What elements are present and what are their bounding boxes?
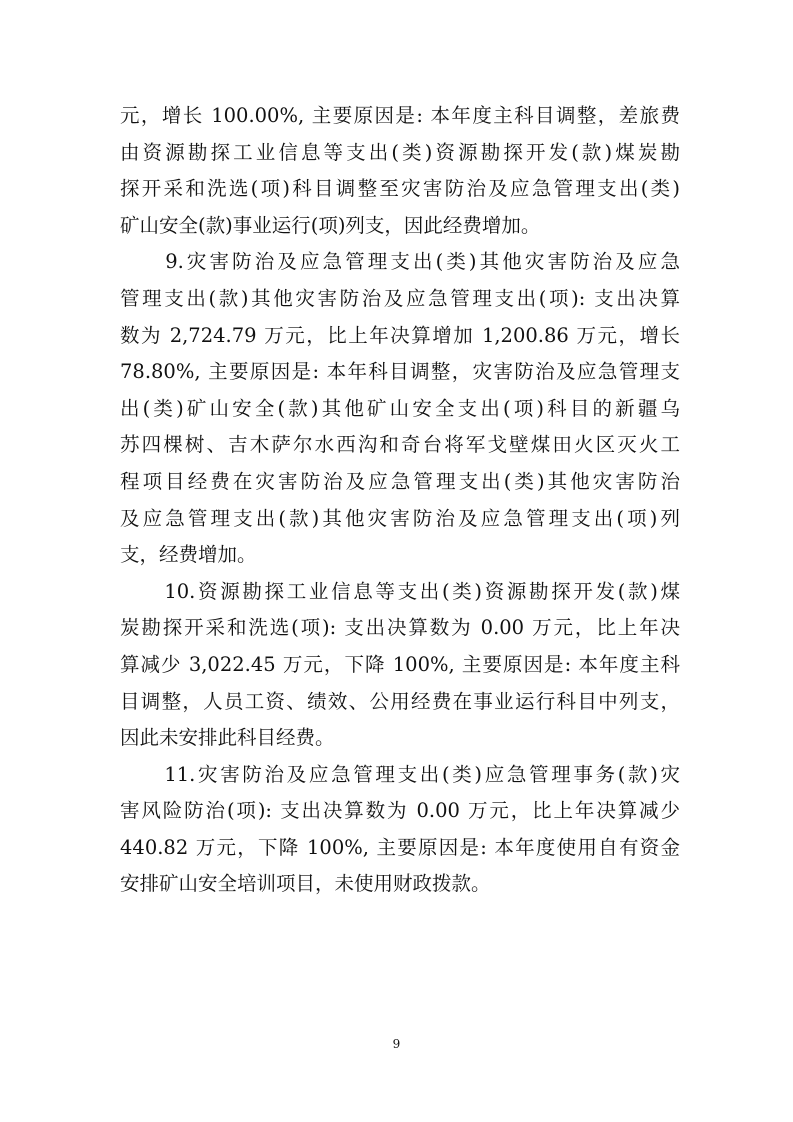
- text-line: 10.资源勘探工业信息等支出(类)资源勘探开发(款)煤: [120, 579, 680, 603]
- text-line: 元，增长 100.00%, 主要原因是: 本年度主科目调整，差旅费: [120, 104, 680, 127]
- text-line: 矿山安全(款)事业运行(项)列支，因此经费增加。: [120, 213, 541, 237]
- text-line: 炭勘探开采和洗选(项): 支出决算数为 0.00 万元，比上年决: [120, 616, 680, 640]
- text-line: 探开采和洗选(项)科目调整至灾害防治及应急管理支出(类): [120, 177, 680, 201]
- text-line: 安排矿山安全培训项目，未使用财政拨款。: [120, 872, 491, 896]
- text-line: 11.灾害防治及应急管理支出(类)应急管理事务(款)灾: [120, 762, 680, 786]
- text-line: 由资源勘探工业信息等支出(类)资源勘探开发(款)煤炭勘: [120, 140, 680, 164]
- text-line: 及应急管理支出(款)其他灾害防治及应急管理支出(项)列: [120, 506, 680, 530]
- page-number: 9: [392, 1037, 401, 1051]
- text-line: 管理支出(款)其他灾害防治及应急管理支出(项): 支出决算: [120, 286, 680, 310]
- text-line: 9.灾害防治及应急管理支出(类)其他灾害防治及应急: [120, 250, 680, 274]
- body-text: [120, 98, 680, 903]
- text-line: 出(类)矿山安全(款)其他矿山安全支出(项)科目的新疆乌: [120, 396, 680, 420]
- text-line: 苏四棵树、吉木萨尔水西沟和奇台将军戈壁煤田火区灭火工: [120, 433, 680, 457]
- text-line: 因此未安排此科目经费。: [120, 726, 335, 750]
- text-line: 支，经费增加。: [120, 543, 257, 567]
- text-line: 数为 2,724.79 万元，比上年决算增加 1,200.86 万元，增长: [120, 323, 680, 347]
- text-line: 害风险防治(项): 支出决算数为 0.00 万元，比上年决算减少: [120, 799, 680, 823]
- text-line: 78.80%, 主要原因是: 本年科目调整，灾害防治及应急管理支: [120, 360, 680, 384]
- text-line: 程项目经费在灾害防治及应急管理支出(类)其他灾害防治: [120, 469, 680, 493]
- text-line: 440.82 万元，下降 100%, 主要原因是: 本年度使用自有资金: [120, 835, 680, 859]
- text-line: 算减少 3,022.45 万元，下降 100%, 主要原因是: 本年度主科: [120, 652, 680, 676]
- text-line: 目调整，人员工资、绩效、公用经费在事业运行科目中列支，: [120, 689, 680, 713]
